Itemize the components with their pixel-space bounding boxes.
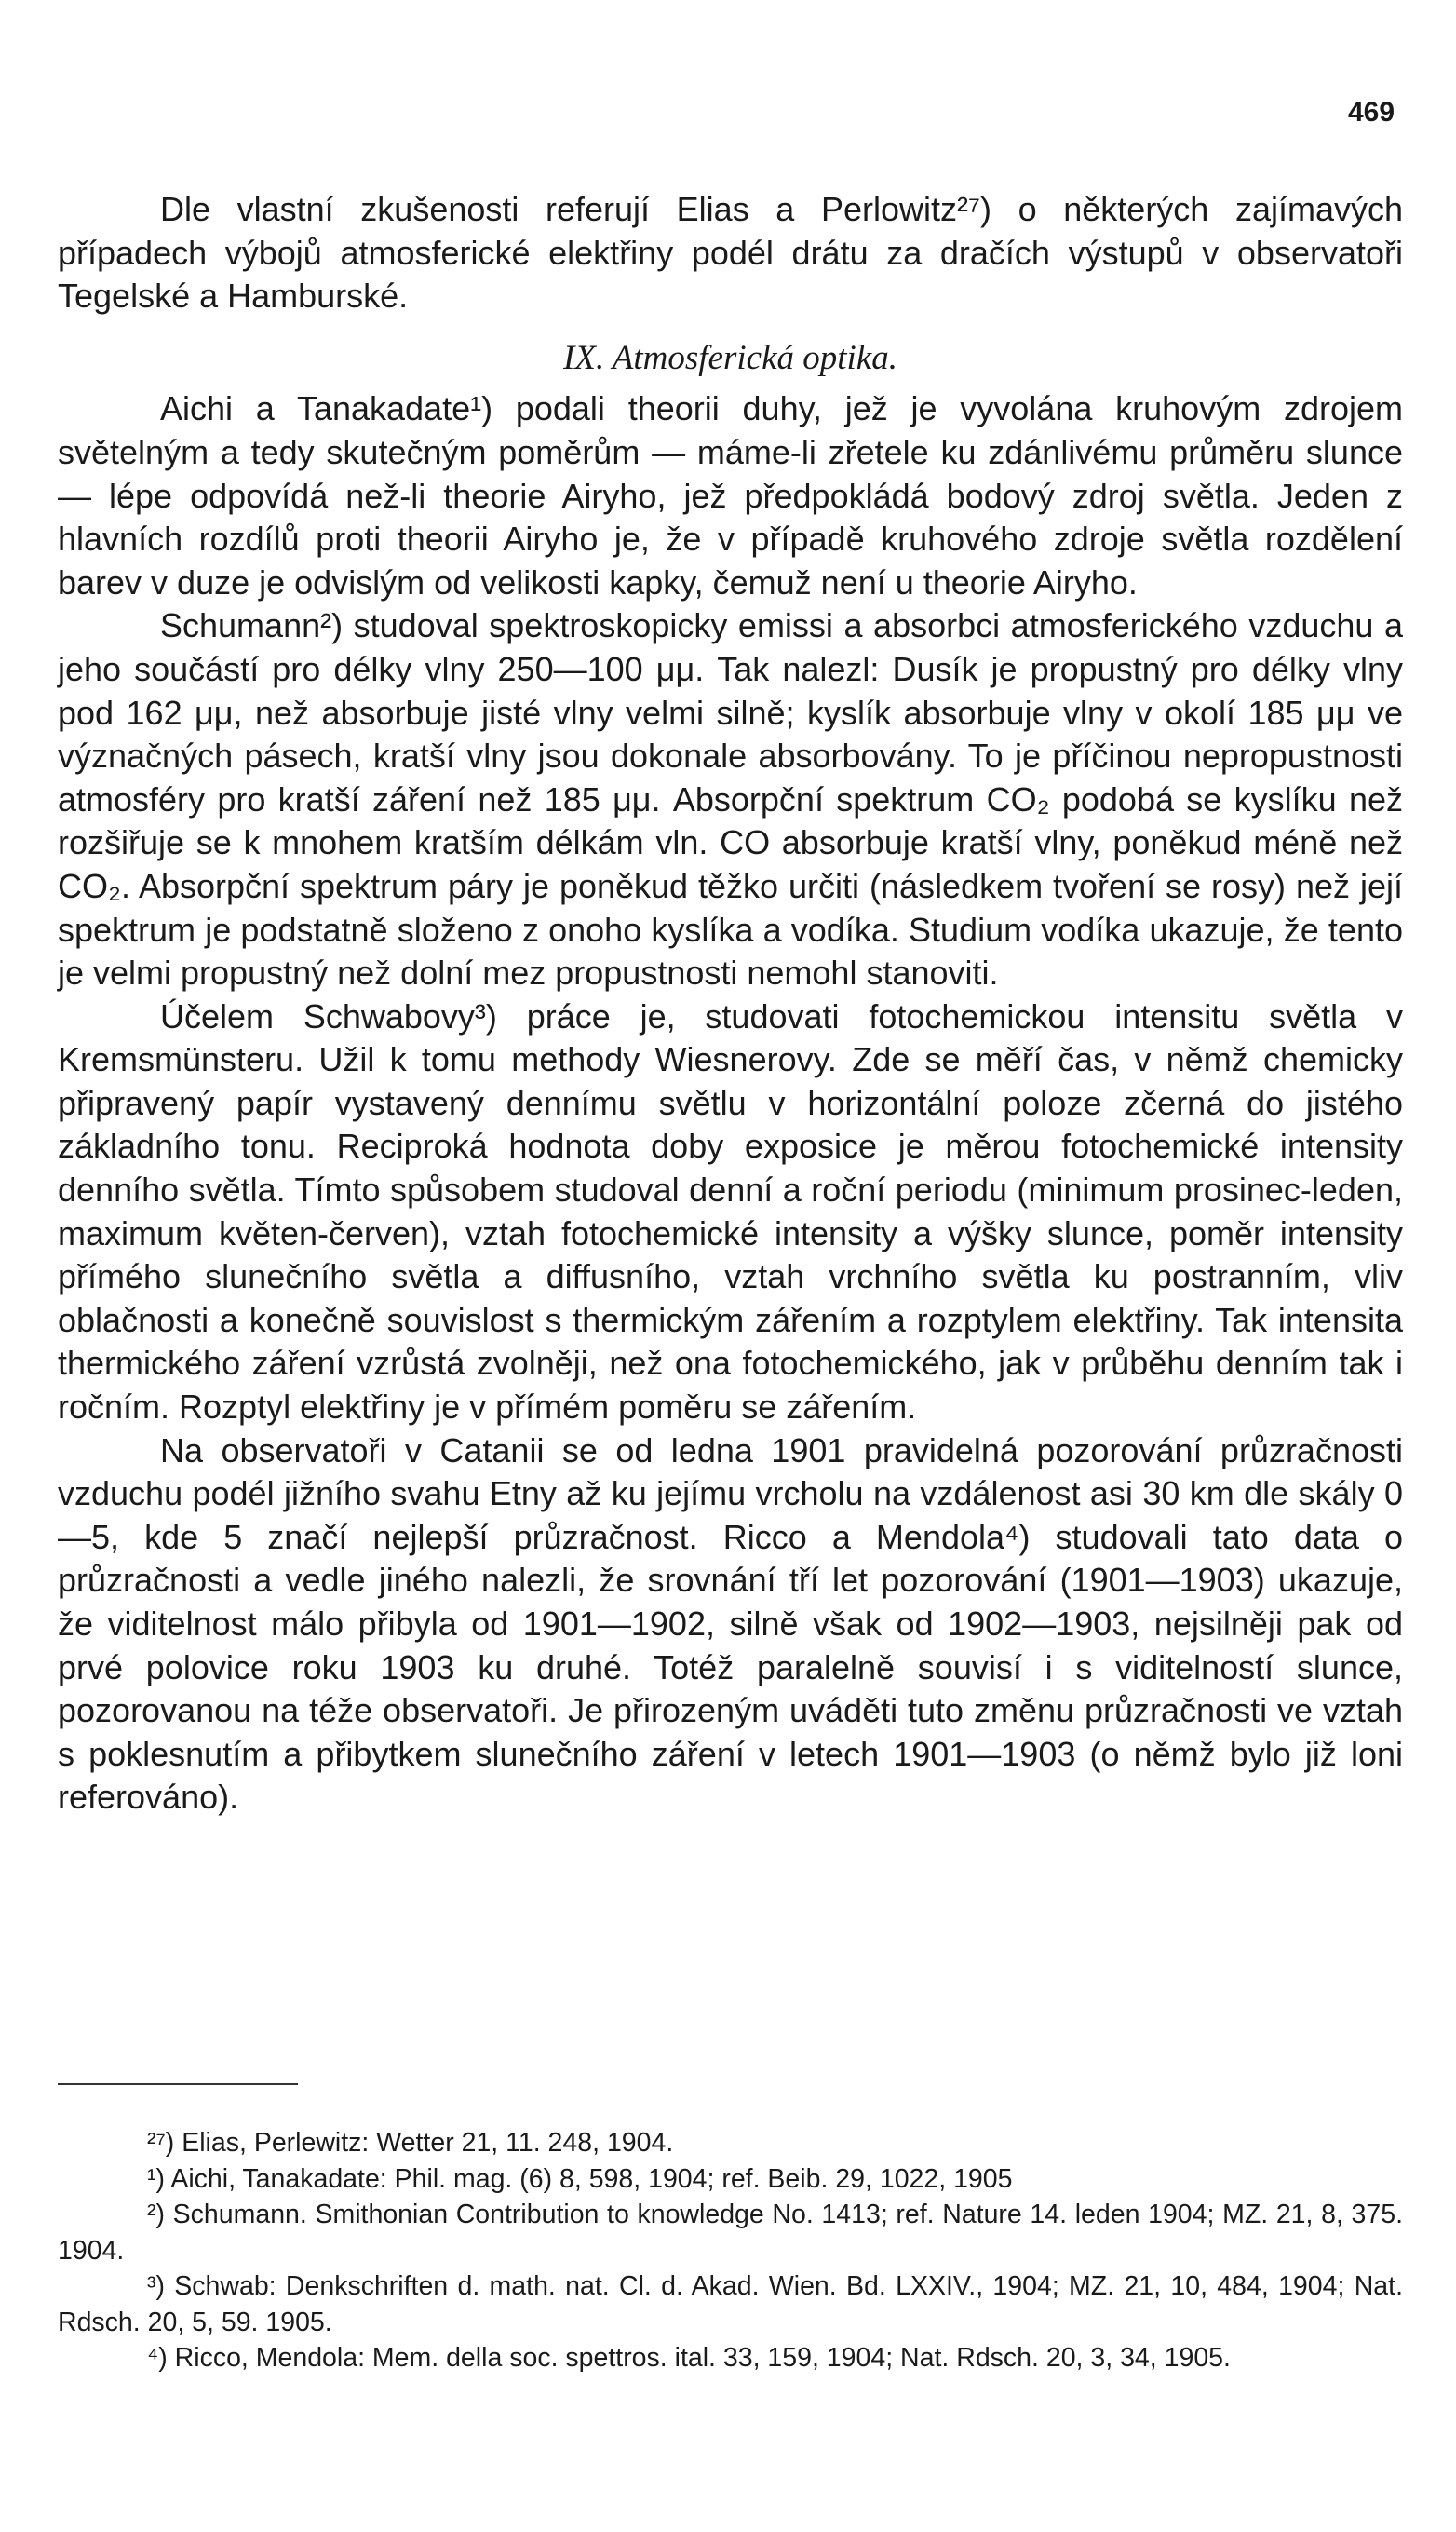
- footnote-3: ³) Schwab: Denkschriften d. math. nat. Cl. d. Akad. Wien. Bd. LXXIV., 1904; MZ. 21, 10, 484, 1904; Nat. Rdsch. 20, 5, 59. 1905.: [58, 2271, 1403, 2337]
- paragraph-rainbow-theory: Aichi a Tanakadate¹) podali theorii duhy, jež je vyvolána kruhovým zdrojem světelným a tedy skutečným poměrům — máme-li zřetele ku zdánlivému průměru slunce — lépe odpovídá než-li theorie Airyho, jež předpokládá bodový zdroj světla. Jeden z hlavních rozdílů proti theorii Airyho je, že v případě kruhového zdroje světla rozdělení barev v duze je odvislým od velikosti kapky, čemuž není u theorie Airyho.: [58, 389, 1403, 602]
- paragraph-catania-transparency: Na observatoři v Catanii se od ledna 1901 pravidelná pozorování průzračnosti vzduchu podél jižního svahu Etny až ku jejímu vrcholu na vzdálenost asi 30 km dle skály 0—5, kde 5 značí nejlepší průzračnost. Ricco a Mendola⁴) studovali tato data o průzračnosti a vedle jiného nalezli, že srovnání tří let pozorování (1901—1903) ukazuje, že viditelnost málo přibyla od 1901—1902, silně však od 1902—1903, nejsilněji pak od prvé polovice roku 1903 ku druhé. Totéž paralelně souvisí i s viditelností slunce, pozorovanou na téže observatoři. Je přirozeným uváděti tuto změnu průzračnosti ve vztah s poklesnutím a přibytkem slunečního záření v letech 1901—1903 (o němž bylo již loni referováno).: [58, 1430, 1403, 1817]
- footnote-1: ¹) Aichi, Tanakadate: Phil. mag. (6) 8, 598, 1904; ref. Beib. 29, 1022, 1905: [147, 2163, 1013, 2194]
- paragraph-schwab-photochemistry: Účelem Schwabovy³) práce je, studovati fotochemickou intensitu světla v Kremsmünsteru. Užil k tomu methody Wiesnerovy. Zde se měří čas, v němž chemicky připravený papír vystavený dennímu světlu v horizontální poloze zčerná do jistého základního tonu. Reciproká hodnota doby exposice je měrou fotochemické intensity denního světla. Tímto spůsobem studoval denní a roční periodu (minimum prosinec-leden, maximum květen-červen), vztah fotochemické intensity a výšky slunce, poměr intensity přímého slunečního světla a diffusního, vztah vrchního světla ku postranním, vliv oblačnosti a konečně souvislost s thermickým zářením a rozptylem elektřiny. Tak intensita thermického záření vzrůstá zvolněji, než ona fotochemického, jak v průběhu denním tak i ročním. Rozptyl elektřiny je v přímém poměru se zářením.: [58, 996, 1403, 1427]
- footnote-separator: [58, 2083, 298, 2085]
- main-text: [58, 188, 1403, 1820]
- page-number: 469: [1348, 97, 1395, 128]
- paragraph-electricity-discharges: Dle vlastní zkušenosti referují Elias a Perlowitz²⁷) o některých zajímavých případech výbojů atmosferické elektřiny podél drátu za dračích výstupů v observatoři Tegelské a Hamburské.: [58, 190, 1403, 316]
- footnote-2: ²) Schumann. Smithonian Contribution to knowledge No. 1413; ref. Nature 14. leden 1904; MZ. 21, 8, 375. 1904.: [58, 2200, 1403, 2266]
- footnote-27: ²⁷) Elias, Perlewitz: Wetter 21, 11. 248, 1904.: [147, 2128, 674, 2158]
- footnotes: [58, 2125, 1403, 2376]
- paragraph-schumann-spectroscopy: Schumann²) studoval spektroskopicky emissi a absorbci atmosferického vzduchu a jeho součástí pro délky vlny 250—100 μμ. Tak nalezl: Dusík je propustný pro délky vlny pod 162 μμ, než absorbuje jisté vlny velmi silně; kyslík absorbuje vlny v okolí 185 μμ ve význačných pásech, kratší vlny jsou dokonale absorbovány. To je příčinou nepropustnosti atmosféry pro kratší záření než 185 μμ. Absorpční spektrum CO₂ podobá se kyslíku než rozšiřuje se k mnohem kratším délkám vln. CO absorbuje kratší vlny, poněkud méně než CO₂. Absorpční spektrum páry je poněkud těžko určiti (následkem tvoření se rosy) než její spektrum je podstatně složeno z onoho kyslíka a vodíka. Studium vodíka ukazuje, že tento je velmi propustný než dolní mez propustnosti nemohl stanoviti.: [58, 606, 1403, 993]
- section-heading: IX. Atmosferická optika.: [563, 338, 897, 377]
- footnote-4: ⁴) Ricco, Mendola: Mem. della soc. spettros. ital. 33, 159, 1904; Nat. Rdsch. 20, 3, 34, 1905.: [147, 2343, 1231, 2373]
